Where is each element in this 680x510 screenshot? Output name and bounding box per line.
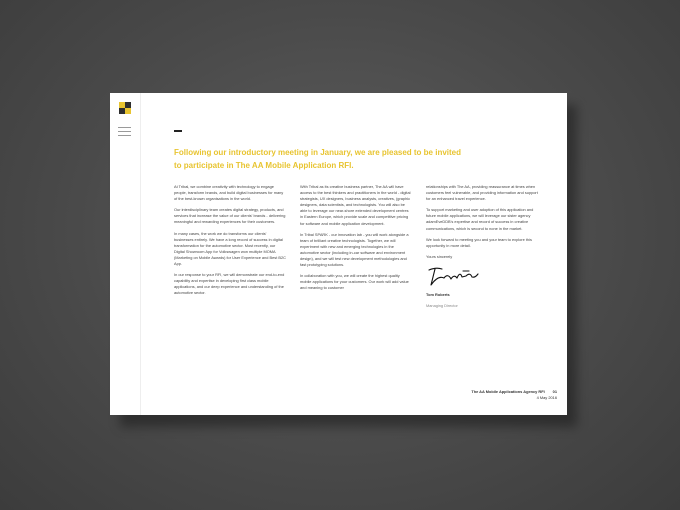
paragraph: With Tribal as its creative business partner, The AA will have access to the best thinkers and practitioners in the world - digital strategists, UX designers, business analysts, creatives, (graphic designers, data scientists, and technologists. You will also be able to leverage our near-shore extended development centres in Eastern Europe, which provide scale and competitive pricing for software and mobile application development. (300, 184, 411, 226)
heading-dash (174, 130, 182, 132)
paragraph: In Tribal SPARK - our innovation lab - you will work alongside a team of brilliant creative technologists. Together, we will experiment with new and emerging technologies in the automotive sector (including in-car software and environment design), and we will test new development methodologies and fast prototyping solutions. (300, 231, 409, 268)
page-footer (471, 389, 557, 401)
paragraph: In many cases, the work we do transforms our clients' businesses entirely. We have a long record of success in digital transformation for the automotive sector. Most recently, our Digital Showroom App for Volkswagen won multiple MOMA (Marketing on Mobile Awards) for User Experience and Best B2C App. (174, 230, 286, 267)
document-page (110, 93, 567, 415)
signer-title: Managing Director (426, 303, 458, 309)
tribal-logo-icon (119, 102, 131, 114)
sidebar (110, 93, 141, 415)
text-column-1 (174, 184, 286, 302)
closing: Yours sincerely (426, 253, 453, 259)
text-column-2 (300, 184, 412, 297)
paragraph: We look forward to meeting you and your team to explore this opportunity in more detail. (426, 236, 532, 248)
page-number: 01 (552, 389, 557, 394)
signature-image (426, 265, 486, 287)
paragraph: At Tribal, we combine creativity with technology to engage people, transform brands, and build digital businesses for many of the best-known organisations in the world. (174, 184, 284, 202)
paragraph: Our interdisciplinary team creates digital strategy, products, and services that increase the value of our clients' brands - delivering meaningful and rewarding experiences for their customers. (174, 207, 286, 225)
paragraph: To support marketing and user adoption of this application and future mobile applications, we will leverage our sister agency adamEveDDB's expertise and record of success in creative communications, which is second to none in the market. (426, 207, 534, 231)
signer-name: Tom Roberts (426, 291, 450, 297)
paragraph: In our response to your RFI, we will demonstrate our end-to-end capability and expertise in developing first class mobile applications, and our deep experience and understanding of the automotive sector. (174, 272, 285, 296)
footer-title: The AA Mobile Applications Agency RFI (471, 389, 545, 394)
footer-date: 4 May 2016 (536, 395, 557, 400)
paragraph: relationships with The AA, providing reassurance at times when customers feel vulnerable, and providing information and support for an enhanced travel experience. (426, 184, 538, 202)
paragraph: In collaboration with you, we will create the highest quality mobile applications for your customers. Our work will add value and meaning to customer (300, 273, 409, 291)
text-column-3 (426, 184, 538, 314)
hamburger-menu-icon[interactable] (118, 127, 131, 137)
page-heading: Following our introductory meeting in January, we are pleased to be invited to participate in The AA Mobile Application RFI. (174, 148, 462, 170)
